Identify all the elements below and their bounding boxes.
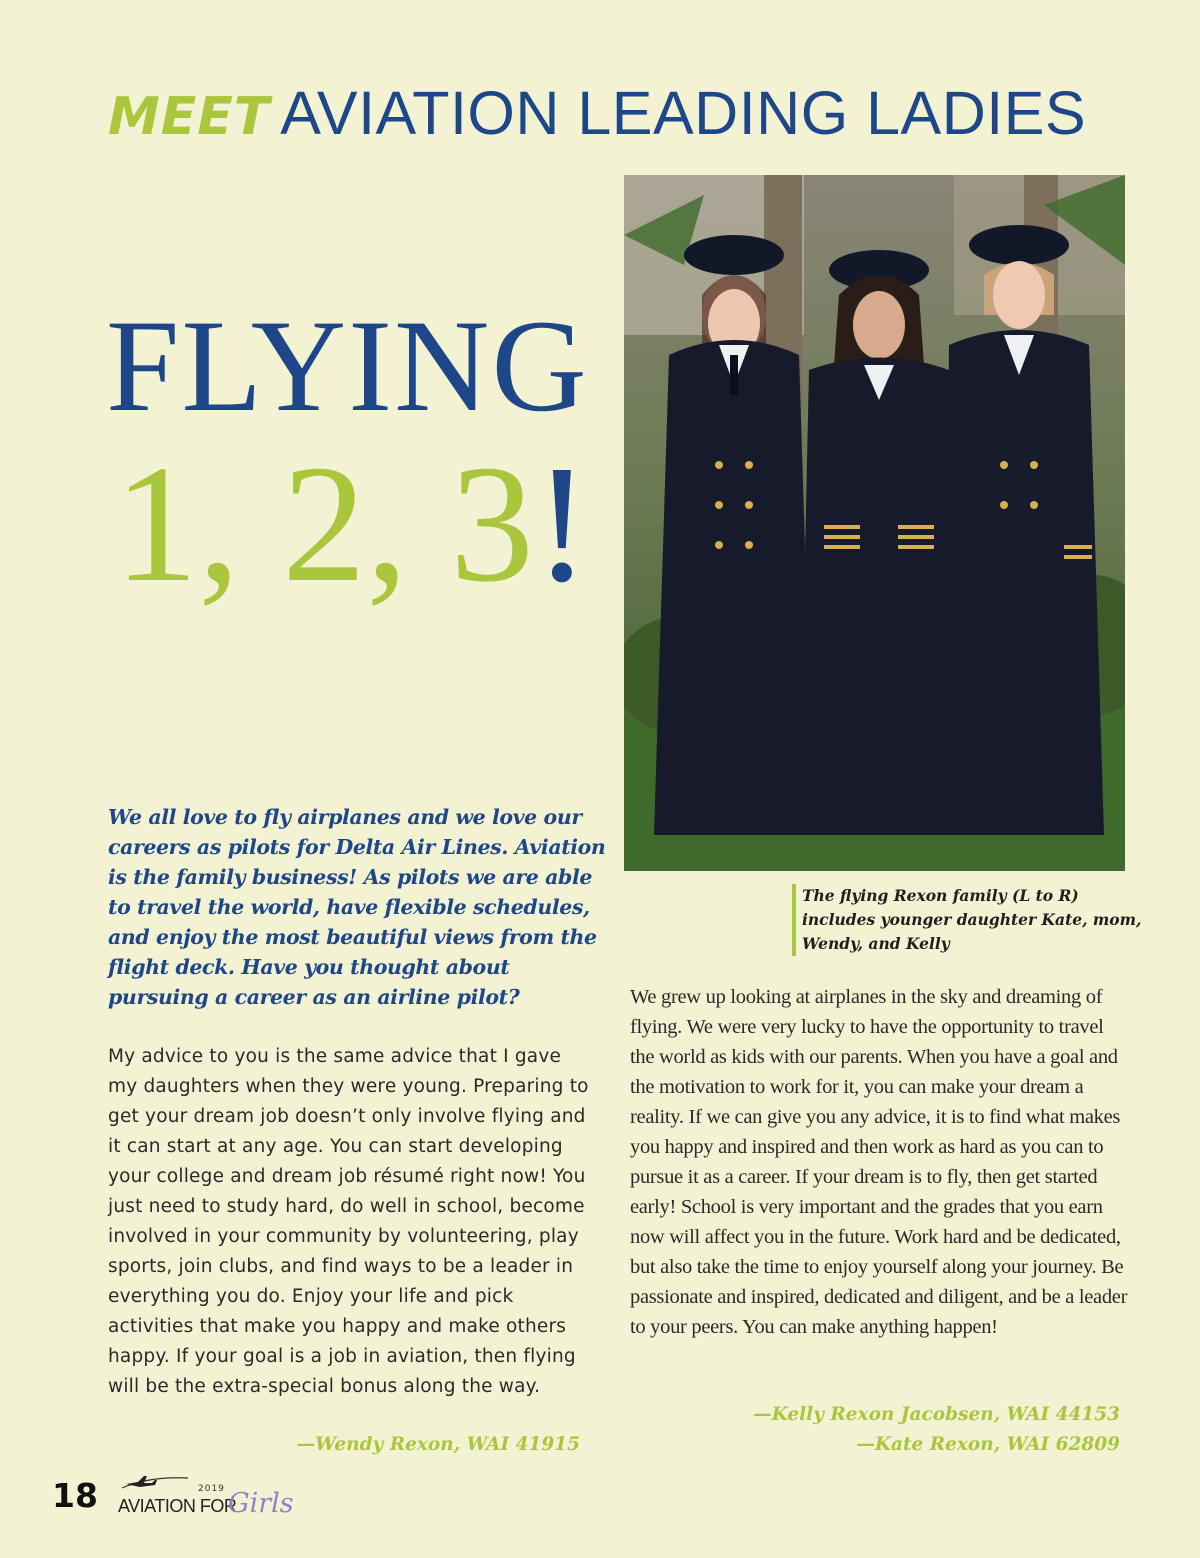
section-header [108, 78, 1148, 158]
logo-script: Girls [228, 1488, 294, 1519]
magazine-logo [116, 1474, 356, 1524]
title-numbers: 1, 2, 3 [114, 431, 534, 617]
intro-paragraph: We all love to fly airplanes and we love our careers as pilots for Delta Air Lines. Aviation is the family business! As pilots we are able to travel the world, have flexible schedules, and enjoy the most beautiful views from the flight deck. Have you thought about pursuing a career as an airline pilot? [108, 805, 606, 1009]
pilots-family-photo [624, 175, 1125, 871]
logo-year: 2019 [198, 1484, 225, 1494]
signature-kelly: —Kelly Rexon Jacobsen, WAI 44153 [753, 1404, 1120, 1425]
right-column-body: We grew up looking at airplanes in the sky and dreaming of flying. We were very lucky to have the opportunity to travel the world as kids with our parents. When you have a goal and the motivation to work for it, you can make your dream a reality. If we can give you any advice, it is to find what makes you happy and inspired and then work as hard as you can to pursue it as a career. If your dream is to fly, then get started early! School is very important and the grades that you earn now will affect you in the future. Work hard and be dedicated, but also take the time to enjoy yourself along your journey. Be passionate and inspired, dedicated and diligent, and be a leader to your peers. You can make anything happen! [630, 986, 1128, 1338]
header-meet: MEET [108, 87, 271, 147]
article-title-line-2 [114, 431, 590, 617]
airplane-icon [120, 1474, 190, 1496]
left-column-signature: —Wendy Rexon, WAI 41915 [296, 1434, 580, 1455]
signature-kate: —Kate Rexon, WAI 62809 [856, 1434, 1120, 1455]
logo-text: AVIATION FOR [118, 1496, 237, 1516]
page-number: 18 [52, 1476, 98, 1515]
right-column-signatures [630, 1400, 1120, 1460]
article-title-line-1: FLYING [106, 292, 589, 439]
photo-illustration [624, 175, 1125, 871]
title-exclamation: ! [534, 431, 590, 617]
left-column-body: My advice to you is the same advice that I gave my daughters when they were young. Preparing to get your dream job doesn’t only involve flying and it can start at any age. You can start developing your college and dream job résumé right now! You just need to study hard, do well in school, become involved in your community by volunteering, play sports, join clubs, and find ways to be a leader in everything you do. Enjoy your life and pick activities that make you happy and make others happy. If your goal is a job in aviation, then flying will be the extra-special bonus along the way. [108, 1046, 589, 1397]
header-title: AVIATION LEADING LADIES [280, 79, 1087, 147]
photo-caption: The flying Rexon family (L to R) includes younger daughter Kate, mom, Wendy, and Kelly [792, 884, 1142, 956]
